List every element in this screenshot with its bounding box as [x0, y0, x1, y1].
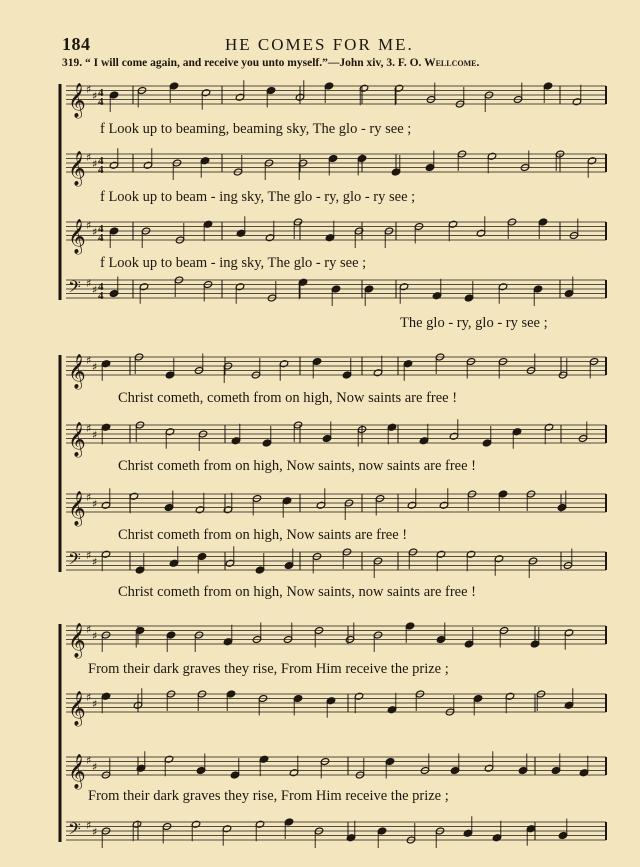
note-head [439, 501, 448, 509]
sharp-icon: ♯ [86, 818, 92, 832]
sharp-icon: ♯ [92, 283, 98, 297]
note-head [129, 492, 138, 500]
note-head [312, 358, 321, 366]
note-head [222, 825, 231, 833]
sharp-icon: ♯ [86, 150, 92, 164]
sharp-icon: ♯ [86, 82, 92, 96]
sharp-icon: ♯ [92, 89, 98, 103]
time-signature-top: 4 [98, 223, 104, 235]
note-head [530, 640, 539, 648]
lyric-line-s2-bass: Christ cometh from on high, Now saints, now saints are free ! [118, 584, 476, 600]
note-head [543, 82, 552, 90]
page-number: 184 [62, 34, 91, 54]
sharp-icon: ♯ [92, 497, 98, 511]
bass-clef-icon: 𝄢 [68, 818, 81, 843]
note-head [223, 638, 232, 646]
time-signature-top: 4 [98, 155, 104, 167]
note-head [231, 437, 240, 445]
treble-clef-icon: 𝄞 [68, 491, 86, 526]
lyric-line-s1-bass: The glo - ry, glo - ry see ; [400, 315, 548, 331]
note-head [165, 428, 174, 436]
sharp-icon: ♯ [92, 760, 98, 774]
sharp-icon: ♯ [92, 697, 98, 711]
treble-clef-icon: 𝄞 [68, 691, 86, 726]
sharp-icon: ♯ [86, 490, 92, 504]
hymn-author: F. O. Wellcome. [397, 57, 480, 69]
note-head [259, 755, 268, 763]
note-head [564, 290, 573, 298]
note-head [572, 98, 581, 106]
sharp-icon: ♯ [86, 421, 92, 435]
note-head [109, 91, 118, 99]
note-head [463, 829, 472, 837]
sharp-icon: ♯ [86, 276, 92, 290]
note-head [544, 423, 553, 431]
note-head [109, 227, 118, 235]
note-head [230, 771, 239, 779]
note-head [394, 84, 403, 92]
note-head [587, 157, 596, 165]
note-head [101, 501, 110, 509]
sharp-icon: ♯ [92, 225, 98, 239]
sharp-icon: ♯ [86, 622, 92, 636]
note-head [564, 701, 573, 709]
note-head [262, 439, 271, 447]
note-head [359, 84, 368, 92]
note-head [101, 692, 110, 700]
note-head [284, 562, 293, 570]
note-head [419, 437, 428, 445]
note-head [324, 82, 333, 90]
note-head [498, 490, 507, 498]
treble-clef-icon: 𝄞 [68, 623, 86, 658]
note-head [354, 692, 363, 700]
note-head [449, 432, 458, 440]
hymn-title: HE COMES FOR ME. [225, 35, 414, 54]
note-head [399, 283, 408, 291]
sharp-icon: ♯ [86, 753, 92, 767]
note-head [265, 234, 274, 242]
note-head [225, 559, 234, 567]
sharp-icon: ♯ [86, 353, 92, 367]
sharp-icon: ♯ [92, 360, 98, 374]
note-head [132, 820, 141, 828]
note-head [200, 157, 209, 165]
note-head [551, 767, 560, 775]
sharp-icon: ♯ [92, 555, 98, 569]
note-head [518, 767, 527, 775]
note-head [487, 152, 496, 160]
note-head [139, 283, 148, 291]
note-head [101, 360, 110, 368]
note-head [266, 87, 275, 95]
note-head [289, 769, 298, 777]
sharp-icon: ♯ [92, 157, 98, 171]
note-head [197, 553, 206, 561]
note-head [538, 218, 547, 226]
note-head [448, 220, 457, 228]
lyric-line-s1-alto: f Look up to beam - ing sky, The glo - ry, glo - ry see ; [100, 189, 416, 205]
note-head [407, 501, 416, 509]
note-head [255, 820, 264, 828]
note-head [101, 550, 110, 558]
note-head [196, 767, 205, 775]
time-signature-bottom: 4 [98, 96, 104, 108]
bass-clef-icon: 𝄢 [68, 548, 81, 573]
note-head [450, 767, 459, 775]
note-head [101, 423, 110, 431]
note-head [364, 285, 373, 293]
note-head [235, 283, 244, 291]
note-head [293, 695, 302, 703]
note-head [377, 827, 386, 835]
treble-clef-icon: 𝄞 [68, 151, 86, 186]
lyric-line-s2-tenor: Christ cometh from on high, Now saints are free ! [118, 527, 408, 543]
note-head [342, 371, 351, 379]
sharp-icon: ♯ [92, 428, 98, 442]
note-head [464, 294, 473, 302]
note-head [557, 504, 566, 512]
note-head [255, 566, 264, 574]
sharp-icon: ♯ [86, 548, 92, 562]
note-head [373, 369, 382, 377]
note-head [484, 764, 493, 772]
treble-clef-icon: 𝄞 [68, 83, 86, 118]
note-head [109, 290, 118, 298]
note-head [164, 504, 173, 512]
note-head [164, 755, 173, 763]
note-head [226, 690, 235, 698]
note-head [284, 818, 293, 826]
note-head [579, 769, 588, 777]
note-head [298, 278, 307, 286]
note-head [391, 168, 400, 176]
time-signature-top: 4 [98, 87, 104, 99]
note-head [558, 832, 567, 840]
note-head [109, 161, 118, 169]
bass-clef-icon: 𝄢 [68, 276, 81, 301]
note-head [432, 292, 441, 300]
treble-clef-icon: 𝄞 [68, 422, 86, 457]
time-signature-bottom: 4 [98, 290, 104, 302]
scripture-quote: “ I will come again, and receive you unto myself.”—John xiv, 3. [85, 57, 395, 69]
note-head [325, 234, 334, 242]
note-head [466, 550, 475, 558]
sharp-icon: ♯ [92, 825, 98, 839]
note-head [201, 89, 210, 97]
note-head [328, 155, 337, 163]
note-head [436, 636, 445, 644]
note-head [533, 285, 542, 293]
note-head [236, 229, 245, 237]
note-head [564, 629, 573, 637]
note-head [492, 834, 501, 842]
note-head [165, 371, 174, 379]
note-head [425, 164, 434, 172]
note-head [316, 501, 325, 509]
time-signature-bottom: 4 [98, 232, 104, 244]
note-head [191, 820, 200, 828]
time-signature-top: 4 [98, 281, 104, 293]
note-head [235, 93, 244, 101]
note-head [143, 161, 152, 169]
sharp-icon: ♯ [86, 690, 92, 704]
note-head [282, 497, 291, 505]
note-head [326, 697, 335, 705]
note-head [135, 627, 144, 635]
note-head [166, 631, 175, 639]
lyric-line-s3-soprano: From their dark graves they rise, From Him receive the prize ; [88, 661, 449, 677]
note-head [195, 506, 204, 514]
note-head [405, 622, 414, 630]
note-head [331, 285, 340, 293]
note-head [385, 758, 394, 766]
sharp-icon: ♯ [92, 629, 98, 643]
note-head [203, 220, 212, 228]
treble-clef-icon: 𝄞 [68, 219, 86, 254]
lyric-line-s1-tenor: f Look up to beam - ing sky, The glo - ry see ; [100, 255, 367, 271]
treble-clef-icon: 𝄞 [68, 354, 86, 389]
note-head [498, 283, 507, 291]
note-head [169, 82, 178, 90]
note-head [505, 692, 514, 700]
note-head [357, 155, 366, 163]
note-head [482, 439, 491, 447]
note-head [473, 695, 482, 703]
note-head [135, 566, 144, 574]
sharp-icon: ♯ [86, 218, 92, 232]
note-head [279, 360, 288, 368]
note-head [476, 229, 485, 237]
note-head [322, 435, 331, 443]
note-head [169, 559, 178, 567]
time-signature-bottom: 4 [98, 164, 104, 176]
lyric-line-s2-alto: Christ cometh from on high, Now saints, now saints are free ! [118, 458, 476, 474]
note-head [403, 360, 412, 368]
lyric-line-s1-soprano: f Look up to beaming, beaming sky, The glo - ry see ; [100, 121, 412, 137]
hymn-number: 319. [62, 57, 83, 69]
treble-clef-icon: 𝄞 [68, 754, 86, 789]
note-head [387, 706, 396, 714]
note-head [526, 825, 535, 833]
note-head [512, 428, 521, 436]
note-head [436, 550, 445, 558]
note-head [387, 423, 396, 431]
lyric-line-s3-tenor: From their dark graves they rise, From Him receive the prize ; [88, 788, 449, 804]
lyric-line-s2-soprano: Christ cometh, cometh from on high, Now saints are free ! [118, 390, 458, 406]
note-head [494, 555, 503, 563]
note-head [464, 640, 473, 648]
